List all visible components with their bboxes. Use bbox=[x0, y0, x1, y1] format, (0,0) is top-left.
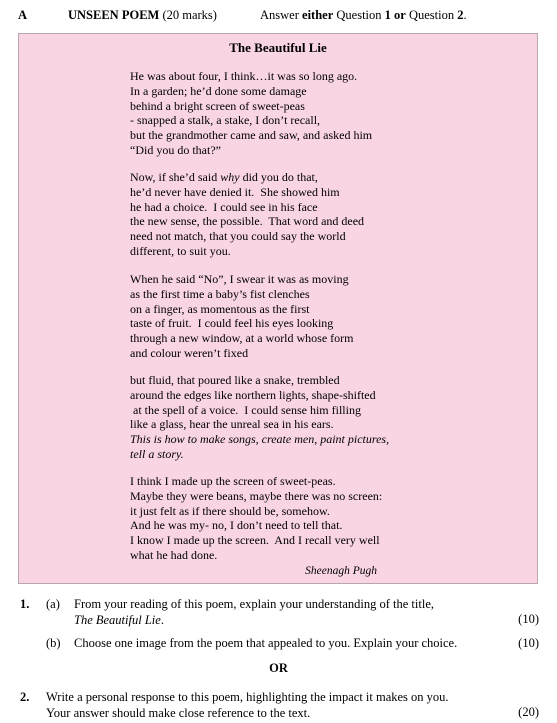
poem-line: at the spell of a voice. I could sense him filling bbox=[130, 402, 361, 417]
question-1-number: 1. bbox=[20, 597, 30, 611]
poem-line: he’d never have denied it. She showed him bbox=[130, 184, 340, 199]
poem-line: In a garden; he’d done some damage bbox=[130, 83, 307, 98]
question-2-number: 2. bbox=[20, 690, 30, 704]
poem-line: he had a choice. I could see in his face bbox=[130, 199, 318, 214]
poem-line: but the grandmother came and saw, and asked him bbox=[130, 128, 373, 143]
poem-stanza-4 bbox=[130, 373, 389, 462]
poem-line: When he said “No”, I swear it was as moving bbox=[130, 272, 349, 286]
question-1b-marks: (10) bbox=[518, 636, 539, 650]
poem-line: it just felt as if there should be, somehow. bbox=[130, 503, 330, 518]
poem-line: I know I made up the screen. And I recall very well bbox=[130, 533, 380, 548]
poem-line: the new sense, the possible. That word and deed bbox=[130, 214, 365, 229]
poem-line: on a finger, as momentous as the first bbox=[130, 301, 310, 316]
poem-line: Now, if she’d said why did you do that, bbox=[130, 170, 318, 184]
question-1b-text: Choose one image from the poem that appealed to you. Explain your choice. bbox=[74, 636, 458, 650]
poem-line: behind a bright screen of sweet-peas bbox=[130, 98, 305, 113]
poem-line: - snapped a stalk, a stake, I don’t recall, bbox=[130, 113, 321, 128]
section-letter: A bbox=[18, 8, 28, 22]
poem-line: what he had done. bbox=[130, 547, 218, 562]
poem-line: through a new window, at a world whose form bbox=[130, 331, 354, 346]
poem-line: need not match, that you could say the world bbox=[130, 229, 346, 244]
poem-title: The Beautiful Lie bbox=[229, 40, 327, 55]
poem-stanza-3 bbox=[130, 272, 354, 361]
poem-line: He was about four, I think…it was so long ago. bbox=[130, 69, 358, 83]
poem-line: I think I made up the screen of sweet-peas. bbox=[130, 474, 336, 488]
question-1a-label: (a) bbox=[46, 597, 60, 611]
poem-line: And he was my- no, I don’t need to tell that. bbox=[130, 518, 343, 533]
question-1a-marks: (10) bbox=[518, 612, 539, 626]
question-2-text: Write a personal response to this poem, highlighting the impact it makes on you. Your answer should make close reference to the text. bbox=[46, 690, 449, 720]
poem-line: different, to suit you. bbox=[130, 243, 231, 258]
poem-line: like a glass, hear the unreal sea in his ears. bbox=[130, 417, 334, 432]
question-2-marks: (20) bbox=[518, 705, 539, 719]
poem-line: tell a story. bbox=[130, 446, 184, 461]
poem-line: taste of fruit. I could feel his eyes looking bbox=[130, 316, 334, 331]
or-divider: OR bbox=[269, 661, 288, 675]
poem-author: Sheenagh Pugh bbox=[305, 565, 377, 577]
section-instruction: Answer either Question 1 or Question 2. bbox=[260, 8, 467, 22]
poem-line: as the first time a baby’s fist clenches bbox=[130, 286, 310, 301]
poem-line: around the edges like northern lights, shape-shifted bbox=[130, 387, 376, 402]
poem-line: “Did you do that?” bbox=[130, 142, 221, 157]
poem-line: but fluid, that poured like a snake, trembled bbox=[130, 373, 340, 387]
question-1b-label: (b) bbox=[46, 636, 61, 650]
poem-stanza-5 bbox=[130, 474, 382, 563]
question-1a-text: From your reading of this poem, explain your understanding of the title, The Beautiful Lie. bbox=[74, 597, 434, 627]
poem-box bbox=[18, 33, 538, 584]
section-title: UNSEEN POEM (20 marks) bbox=[68, 8, 217, 22]
poem-stanza-2 bbox=[130, 170, 364, 259]
poem-stanza-1 bbox=[130, 69, 372, 158]
poem-line: Maybe they were beans, maybe there was no screen: bbox=[130, 488, 383, 503]
poem-line: This is how to make songs, create men, paint pictures, bbox=[130, 432, 390, 447]
poem-line: and colour weren’t fixed bbox=[130, 345, 249, 360]
